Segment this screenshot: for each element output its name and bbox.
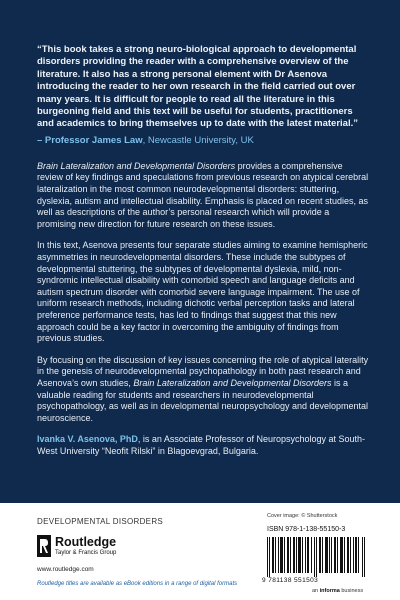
description-paragraph-2: In this text, Asenova presents four separate studies aiming to examine hemispheric asymmetries in neurodevelopmental disorders. These include the subtypes of developmental stuttering, the subtypes of developmental dyslexia, mild, non-syndromic intellectual disability with comorbid speech and language deficits and autism spectrum disorder with comorbid severe language impairment. The use of uniform research methods, including dichotic verbal perception tasks and lateral preference performance tests, has led to findings that suggest that this new approach could be a key factor in overcoming the ambiguity of findings from previous studies. bbox=[37, 240, 368, 344]
cover-credit: Cover image: © Shutterstock bbox=[267, 513, 338, 519]
attribution-name: – Professor James Law bbox=[37, 134, 143, 146]
description-paragraph-3 bbox=[37, 355, 369, 425]
isbn: ISBN 978-1-138-55150-3 bbox=[267, 526, 346, 533]
publisher-logo bbox=[37, 535, 157, 561]
author-name: Ivanka V. Asenova, PhD bbox=[37, 434, 138, 445]
author-bio bbox=[37, 434, 369, 457]
barcode-icon bbox=[267, 537, 365, 577]
paragraph-1-text: provides a comprehensive review of key findings and speculations from previous research on atypical cerebral lateralization in the most common neurodevelopmental disorders: stuttering, dyslexia, autism and intellectual disability. Emphasis is placed on recent studies, as well as descriptions of the author’s personal research which will provide a promising new direction for future research on these issues. bbox=[37, 160, 369, 229]
barcode-number: 9 781138 551503 bbox=[262, 577, 319, 584]
ebook-note: Routledge titles are available as eBook editions in a range of digital formats bbox=[37, 581, 238, 587]
publisher-website[interactable]: www.routledge.com bbox=[37, 566, 94, 573]
informa-suffix: business bbox=[339, 588, 364, 594]
informa-prefix: an bbox=[312, 588, 320, 594]
paragraph-3-start: By focusing on the discussion of key issues concerning the role of atypical laterality in the genesis of neurodevelopmental psychopathology in both past research and Asenova’s own studies, bbox=[37, 354, 369, 388]
paragraph-3-end: is a valuable reading for students and researchers in neurodevelopmental psychopathology, as well as in developmental neuropsychology and developmental neuroscience. bbox=[37, 377, 369, 423]
book-title-italic-2: Brain Lateralization and Developmental Disorders bbox=[133, 377, 332, 388]
publisher-name: Routledge bbox=[55, 535, 117, 549]
description-paragraph-1 bbox=[37, 161, 369, 231]
publisher-subtitle: Taylor & Francis Group bbox=[55, 550, 117, 556]
routledge-logo-icon bbox=[37, 535, 51, 557]
author-bio-text: , is an Associate Professor of Neuropsychology at South-West University “Neofit Rilski” in Blagoevgrad, Bulgaria. bbox=[37, 434, 366, 456]
book-title-italic: Brain Lateralization and Developmental Disorders bbox=[37, 160, 236, 171]
series-name: DEVELOPMENTAL DISORDERS bbox=[37, 517, 164, 526]
informa-tagline bbox=[312, 588, 363, 594]
endorsement-quote: “This book takes a strong neuro-biological approach to developmental disorders providing the reader with a comprehensive overview of the literature. It also has a strong personal element with Dr Asenova introducing the reader to her own research in the field carried out over many years. It is difficult for people to read all the literature in this burgeoning field and this text will be useful for students, practitioners and academics to bring themselves up to date with the latest material.” bbox=[37, 44, 358, 130]
quote-attribution bbox=[37, 135, 369, 147]
informa-brand: informa bbox=[319, 588, 340, 594]
attribution-affiliation: , Newcastle University, UK bbox=[142, 134, 254, 146]
footer-strip bbox=[0, 503, 400, 600]
blurb-content bbox=[37, 44, 369, 468]
